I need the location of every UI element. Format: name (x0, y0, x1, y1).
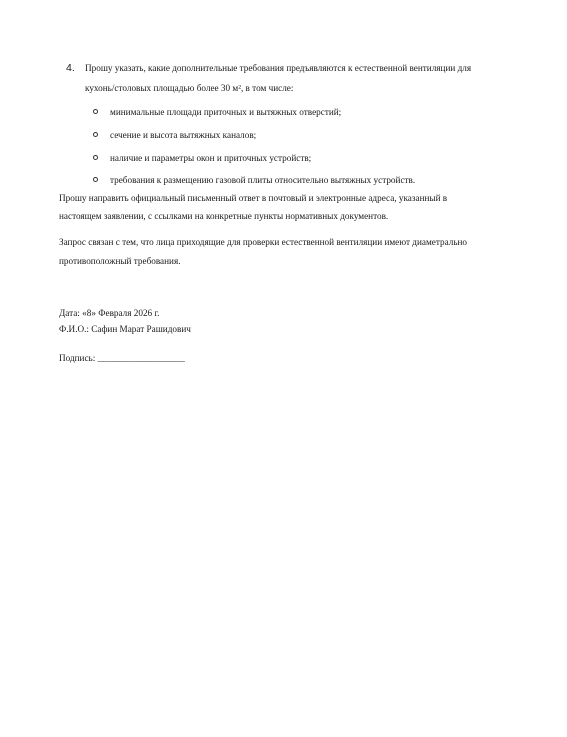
paragraph1-line1: Прошу направить официальный письменный ответ в почтовый и электронные адреса, указанный в (59, 193, 448, 203)
list-item-number: 4. (66, 62, 75, 74)
paragraph2-line1: Запрос связан с тем, что лица приходящие для проверки естественной вентиляции имеют диаметрально (59, 237, 468, 247)
paragraph1-line2: настоящем заявлении, с ссылками на конкретные пункты нормативных документов. (59, 211, 389, 221)
bullet-circle-icon (93, 132, 98, 137)
name-line: Ф.И.О.: Сафин Марат Рашидович (59, 324, 191, 334)
signature-line: Подпись: ___________________ (59, 353, 185, 363)
bullet-item-3: наличие и параметры окон и приточных устройств; (110, 153, 312, 163)
bullet-item-2: сечение и высота вытяжных каналов; (110, 130, 257, 140)
bullet-item-1: минимальные площади приточных и вытяжных отверстий; (110, 107, 342, 117)
date-line: Дата: «8» Февраля 2026 г. (59, 308, 160, 318)
bullet-circle-icon (93, 155, 98, 160)
item4-line2: кухонь/столовых площадью более 30 м², в том числе: (85, 83, 294, 93)
bullet-circle-icon (93, 109, 98, 114)
paragraph2-line2: противоположный требования. (59, 256, 181, 266)
bullet-item-4: требования к размещению газовой плиты относительно вытяжных устройств. (110, 175, 416, 185)
item4-line1: Прошу указать, какие дополнительные требования предъявляются к естественной вентиляции для (85, 63, 472, 73)
bullet-circle-icon (93, 177, 98, 182)
